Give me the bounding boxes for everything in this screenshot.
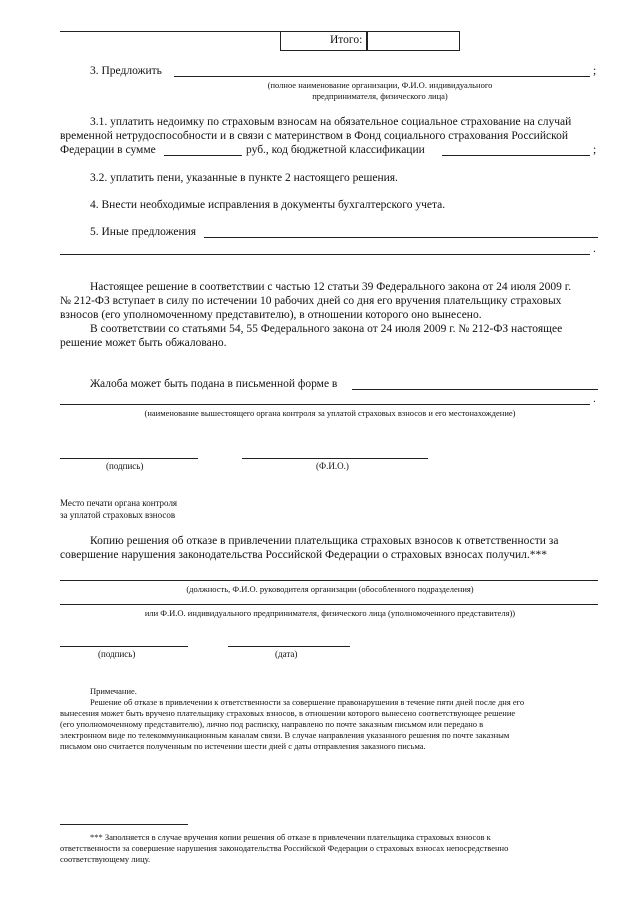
decision-para1-line1: Настоящее решение в соответствии с частью 12 статьи 39 Федерального закона от 24 июля 2009 г. [90, 281, 572, 293]
section3-org-line[interactable] [174, 76, 590, 77]
section3-end: ; [593, 65, 597, 77]
section3-1-end: ; [593, 144, 597, 156]
receiver-name-line[interactable] [60, 604, 598, 605]
section5-line1[interactable] [204, 237, 598, 238]
signature2-date-line[interactable] [228, 646, 350, 647]
total-value-cell [366, 31, 460, 51]
note-title: Примечание. [90, 686, 137, 696]
stamp-line1: Место печати органа контроля [60, 498, 178, 508]
signature1-name-line[interactable] [242, 458, 428, 459]
copy-receipt-line2: совершение нарушения законодательства Российской Федерации о страховых взносах получил.*** [60, 549, 547, 561]
section3-2-text: 3.2. уплатить пени, указанные в пункте 2 настоящего решения. [90, 172, 398, 184]
decision-para1-line3: взносов (его уполномоченному представителю), в отношении которого оно вынесено. [60, 309, 482, 321]
note-line5: письмом оно считается полученным по истечении шести дней с даты отправления заказного письма. [60, 741, 426, 751]
note-line4: электронном виде по телекоммуникационным каналам связи. В случае направления указанного решения по почте заказным [60, 730, 510, 740]
decision-para2-line2: решение может быть обжаловано. [60, 337, 227, 349]
signature1-sign-line[interactable] [60, 458, 198, 459]
amount-field-line[interactable] [164, 155, 242, 156]
complaint-caption: (наименование вышестоящего органа контроля за уплатой страховых взносов и его местонахождение) [144, 408, 516, 418]
kbk-field-line[interactable] [442, 155, 590, 156]
section5-end: . [593, 243, 596, 255]
decision-para2-line1: В соответствии со статьями 54, 55 Федерального закона от 24 июля 2009 г. № 212-ФЗ настоящее [90, 323, 563, 335]
signature2-sign-caption: (подпись) [98, 649, 136, 659]
stamp-line2: за уплатой страховых взносов [60, 510, 176, 520]
note-line3: (его уполномоченному представителю), лично под расписку, направлено по почте заказным письмом или передано в [60, 719, 484, 729]
complaint-label: Жалоба может быть подана в письменной форме в [90, 378, 338, 390]
section3-1-line3a: Федерации в сумме [60, 144, 156, 156]
signature2-sign-line[interactable] [60, 646, 188, 647]
copy-receipt-line1: Копию решения об отказе в привлечении плательщика страховых взносов к ответственности за [90, 535, 559, 547]
footnote-line1: *** Заполняется в случае вручения копии решения об отказе в привлечении плательщика страховых взносов к [90, 832, 491, 842]
section3-1-line2: временной нетрудоспособности и в связи с материнством в Фонд социального страхования Российской [60, 130, 569, 142]
signature1-sign-caption: (подпись) [106, 461, 144, 471]
section3-1-line3b: руб., код бюджетной классификации [246, 144, 425, 156]
footnote-line2: ответственности за совершение нарушения законодательства Российской Федерации о страховых взносах непосредственно [60, 843, 509, 853]
complaint-end: . [593, 393, 596, 405]
section4-text: 4. Внести необходимые исправления в документы бухгалтерского учета. [90, 199, 446, 211]
section5-label: 5. Иные предложения [90, 226, 197, 238]
section3-1-line1: 3.1. уплатить недоимку по страховым взносам на обязательное социальное страхование на случай [90, 116, 572, 128]
table-top-rule [60, 31, 280, 32]
decision-para1-line2: № 212-ФЗ вступает в силу по истечении 10 рабочих дней со дня его вручения плательщику страховых [60, 295, 562, 307]
note-line2: вынесения может быть вручено плательщику страховых взносов, в отношении которого вынесено соответствующее решение [60, 708, 516, 718]
section3-caption: (полное наименование организации, Ф.И.О. индивидуального предпринимателя, физического лица) [267, 80, 493, 101]
section3-label: 3. Предложить [90, 65, 162, 77]
copy-receipt-caption1: (должность, Ф.И.О. руководителя организации (обособленного подразделения) [186, 584, 474, 594]
footnote-separator [60, 824, 188, 825]
receiver-position-line[interactable] [60, 580, 598, 581]
copy-receipt-caption2: или Ф.И.О. индивидуального предпринимателя, физического лица (уполномоченного представителя)) [144, 608, 516, 618]
total-label: Итого: [330, 34, 363, 46]
footnote-line3: соответствующему лицу. [60, 854, 151, 864]
complaint-line2[interactable] [60, 404, 590, 405]
complaint-line1[interactable] [352, 389, 598, 390]
section5-line2[interactable] [60, 254, 590, 255]
note-line1: Решение об отказе в привлечении к ответственности за совершение правонарушения в течение пяти дней после дня его [90, 697, 525, 707]
signature2-date-caption: (дата) [275, 649, 298, 659]
signature1-name-caption: (Ф.И.О.) [316, 461, 349, 471]
